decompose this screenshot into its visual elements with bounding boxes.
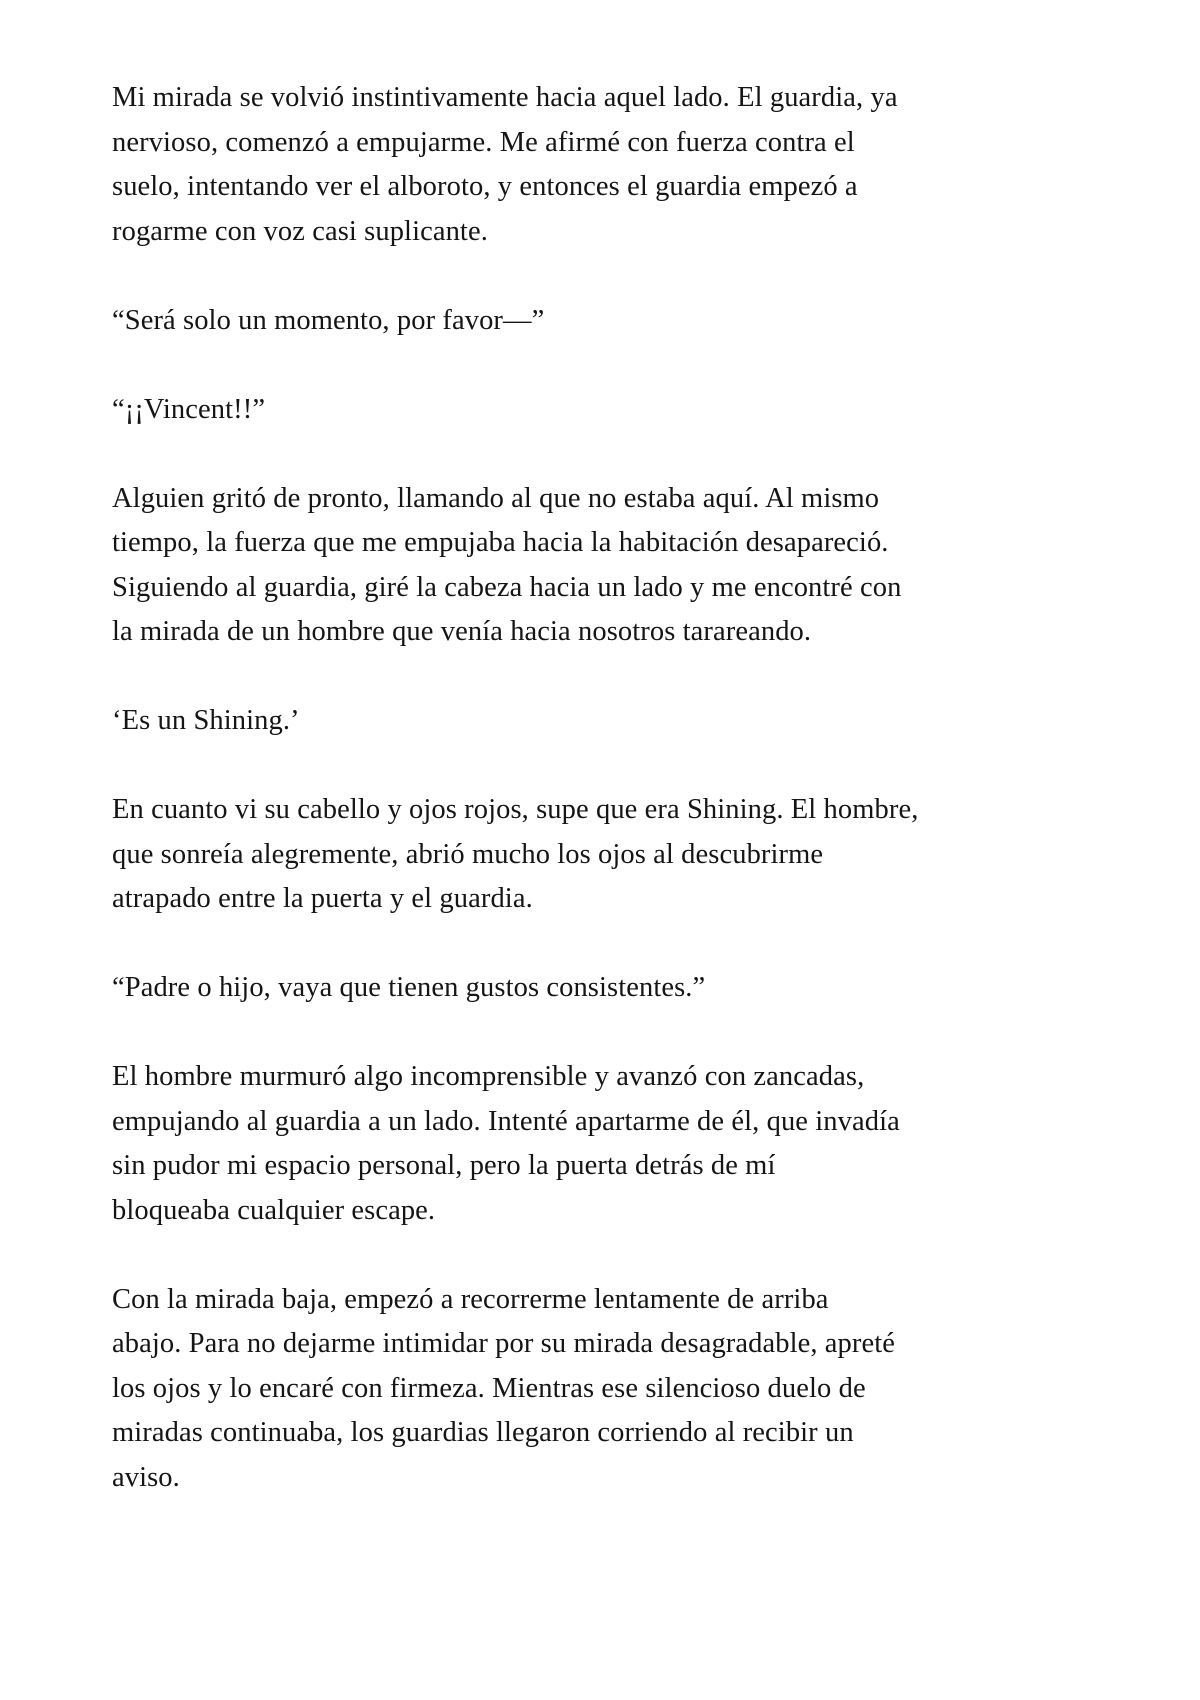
text-line: rogarme con voz casi suplicante. (112, 215, 488, 247)
text-line: ‘Es un Shining.’ (112, 705, 300, 736)
text-line: Siguiendo al guardia, giré la cabeza hacia un lado y me encontré con (112, 571, 902, 603)
text-line: nervioso, comenzó a empujarme. Me afirmé con fuerza contra el (112, 126, 855, 158)
dialogue-vincent-shout (112, 388, 1012, 433)
text-line: que sonreía alegremente, abrió mucho los ojos al descubrirme (112, 838, 824, 870)
text-line: atrapado entre la puerta y el guardia. (112, 883, 533, 914)
text-line: En cuanto vi su cabello y ojos rojos, supe que era Shining. El hombre, (112, 794, 919, 825)
text-line: Alguien gritó de pronto, llamando al que no estaba aquí. Al mismo (112, 482, 880, 514)
text-line: “Será solo un momento, por favor—” (112, 304, 545, 336)
dialogue-shining-man (112, 966, 1012, 1011)
text-line: El hombre murmuró algo incomprensible y avanzó con zancadas, (112, 1061, 865, 1092)
text-line: abajo. Para no dejarme intimidar por su mirada desagradable, apreté (112, 1328, 896, 1359)
text-line: Con la mirada baja, empezó a recorrerme lentamente de arriba (112, 1283, 829, 1315)
paragraph-4 (112, 477, 1012, 655)
text-line: aviso. (112, 1461, 180, 1493)
text-line: suelo, intentando ver el alboroto, y entonces el guardia empezó a (112, 171, 858, 202)
document-page (112, 76, 1012, 1545)
text-line: los ojos y lo encaré con firmeza. Mientras ese silencioso duelo de (112, 1372, 866, 1404)
text-line: “¡¡Vincent!!” (112, 393, 266, 425)
text-line: la mirada de un hombre que venía hacia nosotros tarareando. (112, 616, 812, 647)
text-line: Mi mirada se volvió instintivamente hacia aquel lado. El guardia, ya (112, 82, 898, 113)
paragraph-6 (112, 788, 1012, 922)
text-line: sin pudor mi espacio personal, pero la puerta detrás de mí (112, 1150, 776, 1181)
dialogue-guard (112, 299, 1012, 344)
paragraph-1 (112, 76, 1012, 254)
text-line: empujando al guardia a un lado. Intenté apartarme de él, que invadía (112, 1105, 900, 1137)
text-line: miradas continuaba, los guardias llegaron corriendo al recibir un (112, 1417, 854, 1448)
text-line: bloqueaba cualquier escape. (112, 1194, 436, 1226)
inner-thought (112, 699, 1012, 744)
paragraph-9 (112, 1278, 1012, 1501)
text-line: tiempo, la fuerza que me empujaba hacia la habitación desapareció. (112, 527, 889, 558)
paragraph-8 (112, 1055, 1012, 1233)
text-line: “Padre o hijo, vaya que tienen gustos consistentes.” (112, 972, 706, 1003)
